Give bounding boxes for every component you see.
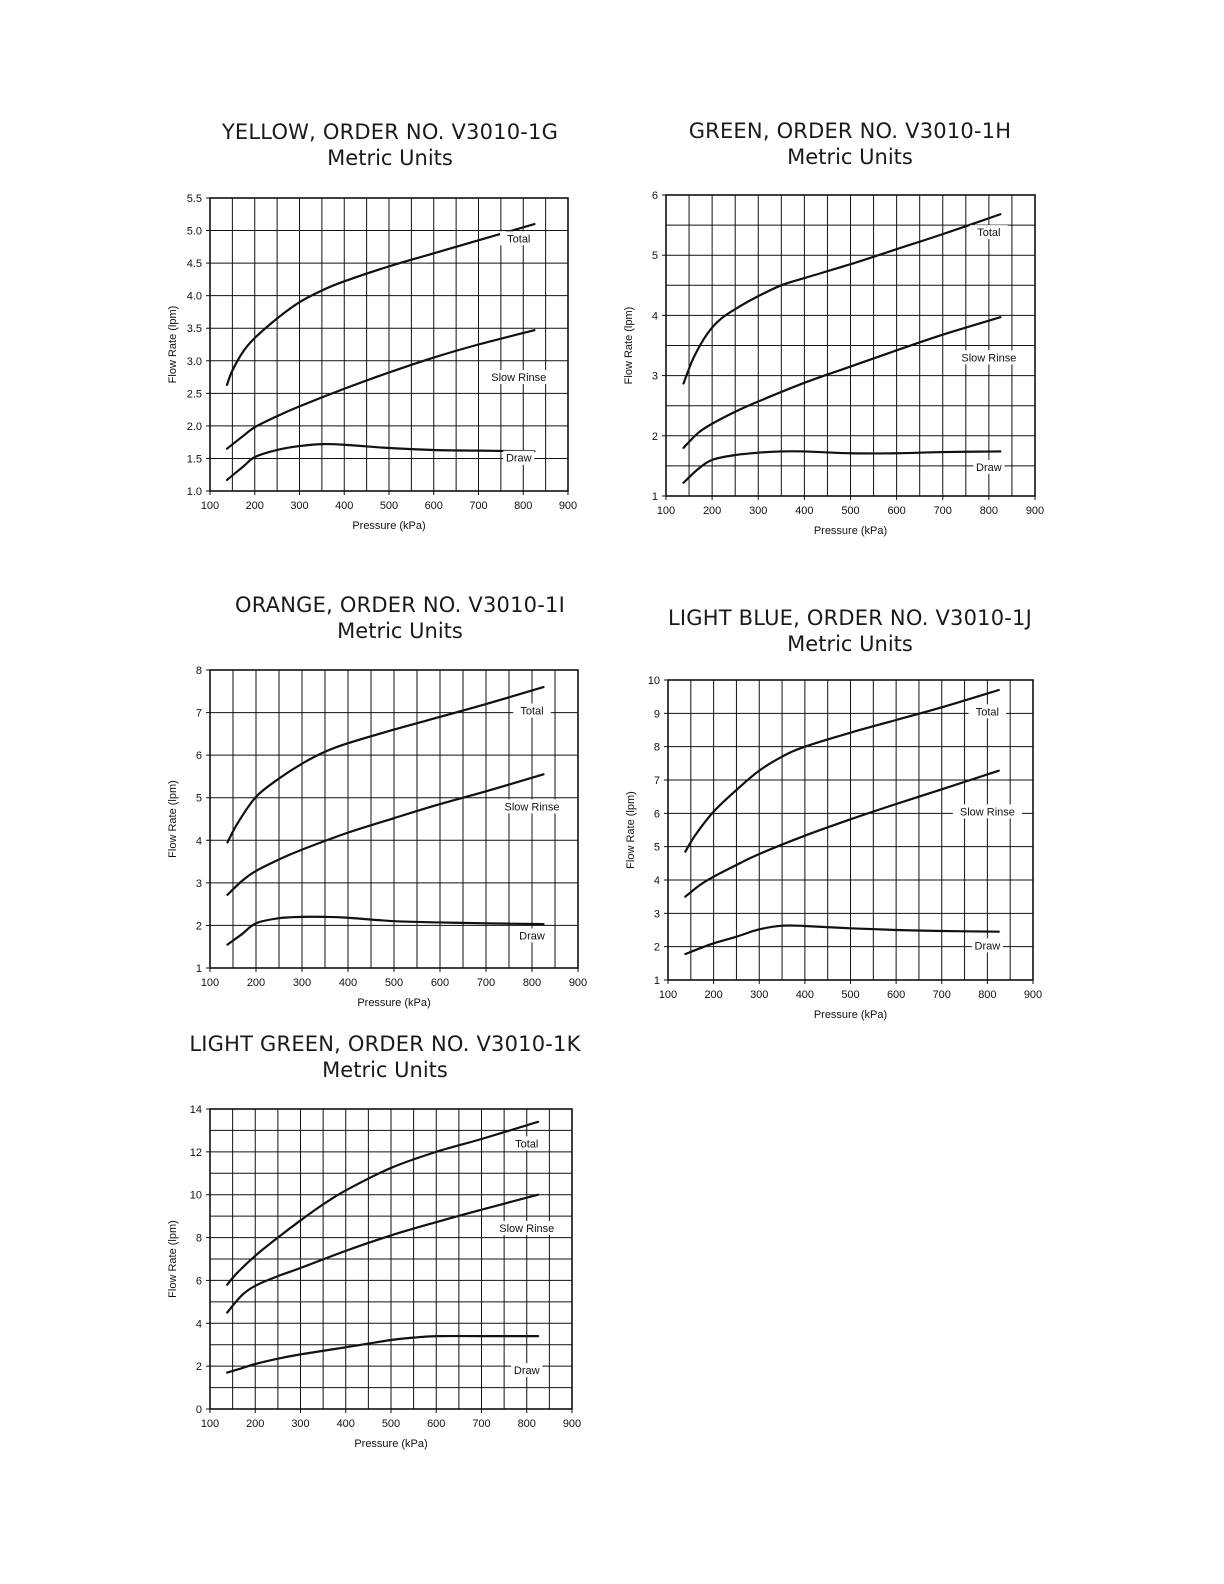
y-tick-label: 3	[651, 370, 658, 383]
y-tick-label: 1	[651, 491, 658, 503]
chart-title: YELLOW, ORDER NO. V3010-1G	[221, 120, 559, 144]
series-label-slow-rinse: Slow Rinse	[959, 806, 1015, 819]
x-tick-label: 400	[795, 989, 815, 1001]
series-line-slow-rinse	[227, 1195, 538, 1313]
y-tick-label: 6	[653, 808, 660, 821]
chart-plot	[160, 118, 620, 548]
x-tick-label: 100	[200, 500, 220, 512]
y-tick-label: 4.5	[186, 258, 202, 271]
series-line-slow-rinse	[685, 771, 998, 897]
series-line-draw	[227, 917, 543, 945]
x-axis-label: Pressure (kPa)	[813, 1009, 888, 1021]
x-tick-label: 800	[522, 977, 542, 989]
x-tick-label: 300	[292, 977, 312, 989]
chart-plot	[620, 604, 1080, 1034]
x-tick-label: 100	[200, 1418, 220, 1430]
x-tick-label: 200	[246, 1418, 265, 1430]
y-tick-label: 1.5	[186, 453, 202, 466]
y-tick-label: 7	[195, 707, 202, 720]
y-tick-label: 0	[195, 1404, 202, 1416]
y-tick-label: 5	[653, 841, 660, 854]
y-tick-label: 7	[653, 775, 660, 787]
chart-light-blue	[620, 604, 1080, 1034]
chart-plot	[620, 117, 1080, 547]
x-tick-label: 200	[702, 505, 722, 517]
series-label-total: Total	[507, 233, 531, 246]
x-tick-label: 100	[656, 505, 676, 517]
series-line-slow-rinse	[227, 330, 534, 449]
x-tick-label: 500	[379, 500, 399, 512]
y-tick-label: 10	[189, 1189, 202, 1202]
series-line-total	[685, 690, 998, 852]
x-tick-label: 300	[749, 505, 768, 517]
chart-subtitle: Metric Units	[322, 1058, 448, 1082]
y-tick-label: 8	[653, 741, 660, 754]
x-tick-label: 800	[979, 505, 999, 517]
x-tick-label: 900	[568, 977, 588, 989]
y-tick-label: 4	[195, 835, 202, 848]
y-tick-label: 2	[195, 920, 202, 933]
series-line-draw	[685, 925, 998, 954]
y-tick-label: 6	[195, 750, 202, 763]
x-axis-label: Pressure (kPa)	[354, 1438, 428, 1450]
series-label-draw: Draw	[974, 940, 1001, 953]
x-tick-label: 200	[704, 989, 723, 1001]
chart-subtitle: Metric Units	[337, 619, 463, 643]
x-tick-label: 900	[1023, 989, 1043, 1001]
x-tick-label: 600	[887, 505, 906, 517]
x-tick-label: 700	[476, 977, 496, 989]
series-line-total	[684, 214, 1001, 383]
y-tick-label: 3	[195, 877, 202, 890]
chart-subtitle: Metric Units	[787, 145, 913, 169]
x-tick-label: 100	[658, 989, 678, 1001]
x-tick-label: 100	[200, 977, 220, 989]
x-tick-label: 700	[472, 1418, 491, 1430]
chart-yellow	[160, 118, 620, 548]
x-tick-label: 900	[558, 500, 578, 512]
chart-green	[620, 117, 1080, 547]
y-tick-label: 8	[195, 1232, 202, 1245]
y-tick-label: 8	[195, 665, 202, 677]
x-tick-label: 700	[932, 989, 951, 1001]
series-line-draw	[227, 444, 534, 480]
series-line-total	[227, 1122, 538, 1285]
y-axis-label: Flow Rate (lpm)	[625, 791, 637, 869]
x-tick-label: 400	[336, 1418, 355, 1430]
y-tick-label: 4.0	[186, 290, 202, 303]
series-label-slow-rinse: Slow Rinse	[491, 372, 547, 385]
y-tick-label: 2	[653, 941, 660, 954]
y-tick-label: 2.0	[186, 420, 202, 433]
chart-plot	[167, 591, 630, 1021]
x-tick-label: 700	[469, 500, 488, 512]
y-tick-label: 4	[651, 310, 658, 323]
y-tick-label: 2	[651, 430, 658, 443]
x-axis-label: Pressure (kPa)	[813, 525, 888, 537]
y-axis-label: Flow Rate (lpm)	[167, 780, 179, 858]
x-tick-label: 400	[795, 505, 814, 517]
y-tick-label: 6	[651, 190, 658, 202]
x-tick-label: 900	[1025, 505, 1045, 517]
chart-orange	[167, 591, 630, 1021]
series-label-draw: Draw	[513, 1365, 540, 1378]
x-tick-label: 200	[245, 500, 264, 512]
x-tick-label: 700	[933, 505, 952, 517]
x-axis-label: Pressure (kPa)	[352, 520, 426, 532]
x-tick-label: 500	[381, 1418, 401, 1430]
chart-title: ORANGE, ORDER NO. V3010-1I	[235, 593, 565, 617]
series-label-total: Total	[515, 1138, 539, 1151]
series-label-slow-rinse: Slow Rinse	[961, 352, 1017, 365]
x-tick-label: 600	[424, 500, 443, 512]
series-line-draw	[227, 1336, 538, 1373]
y-tick-label: 12	[189, 1146, 202, 1159]
y-tick-label: 3	[653, 908, 660, 921]
y-tick-label: 5.0	[186, 225, 202, 238]
y-tick-label: 1.0	[186, 486, 202, 498]
y-tick-label: 2	[195, 1361, 202, 1374]
x-tick-label: 400	[335, 500, 354, 512]
x-tick-label: 200	[246, 977, 266, 989]
series-line-slow-rinse	[227, 774, 543, 894]
series-label-slow-rinse: Slow Rinse	[499, 1223, 555, 1236]
y-tick-label: 9	[653, 708, 660, 721]
x-tick-label: 800	[517, 1418, 536, 1430]
x-tick-label: 500	[841, 505, 860, 517]
series-line-draw	[684, 451, 1001, 482]
y-tick-label: 14	[189, 1104, 202, 1116]
y-tick-label: 4	[653, 875, 660, 887]
y-axis-label: Flow Rate (lpm)	[623, 306, 635, 385]
x-tick-label: 800	[514, 500, 533, 512]
chart-plot	[155, 1030, 615, 1470]
series-label-total: Total	[977, 227, 1001, 240]
x-axis-label: Pressure (kPa)	[357, 997, 431, 1009]
x-tick-label: 500	[841, 989, 860, 1001]
series-label-draw: Draw	[505, 452, 532, 465]
series-line-slow-rinse	[684, 317, 1001, 448]
chart-title: LIGHT BLUE, ORDER NO. V3010-1J	[667, 606, 1032, 630]
x-tick-label: 600	[430, 977, 450, 989]
y-tick-label: 5.5	[186, 193, 202, 205]
chart-subtitle: Metric Units	[327, 146, 453, 170]
chart-subtitle: Metric Units	[787, 632, 913, 656]
series-label-total: Total	[520, 705, 544, 718]
y-tick-label: 5	[651, 250, 658, 263]
y-tick-label: 3.5	[186, 323, 202, 336]
series-label-total: Total	[975, 706, 999, 719]
series-label-draw: Draw	[976, 461, 1002, 474]
y-tick-label: 1	[653, 975, 660, 987]
y-tick-label: 6	[195, 1275, 202, 1288]
y-tick-label: 10	[647, 675, 660, 687]
y-tick-label: 2.5	[186, 388, 202, 401]
x-tick-label: 800	[978, 989, 997, 1001]
x-tick-label: 400	[338, 977, 358, 989]
y-tick-label: 5	[195, 792, 202, 805]
x-tick-label: 600	[886, 989, 906, 1001]
y-tick-label: 1	[195, 963, 202, 975]
y-axis-label: Flow Rate (lpm)	[167, 1220, 179, 1298]
chart-title: LIGHT GREEN, ORDER NO. V3010-1K	[189, 1032, 581, 1056]
series-line-total	[227, 687, 543, 842]
y-axis-label: Flow Rate (lpm)	[167, 305, 179, 384]
x-tick-label: 300	[291, 1418, 310, 1430]
y-tick-label: 4	[195, 1318, 202, 1331]
y-tick-label: 3.0	[186, 355, 202, 368]
chart-title: GREEN, ORDER NO. V3010-1H	[688, 119, 1012, 143]
x-tick-label: 600	[427, 1418, 446, 1430]
chart-light-green	[155, 1030, 615, 1470]
x-tick-label: 900	[562, 1418, 582, 1430]
x-tick-label: 300	[290, 500, 309, 512]
x-tick-label: 500	[384, 977, 404, 989]
series-label-draw: Draw	[519, 930, 545, 943]
series-label-slow-rinse: Slow Rinse	[504, 801, 560, 814]
x-tick-label: 300	[750, 989, 769, 1001]
